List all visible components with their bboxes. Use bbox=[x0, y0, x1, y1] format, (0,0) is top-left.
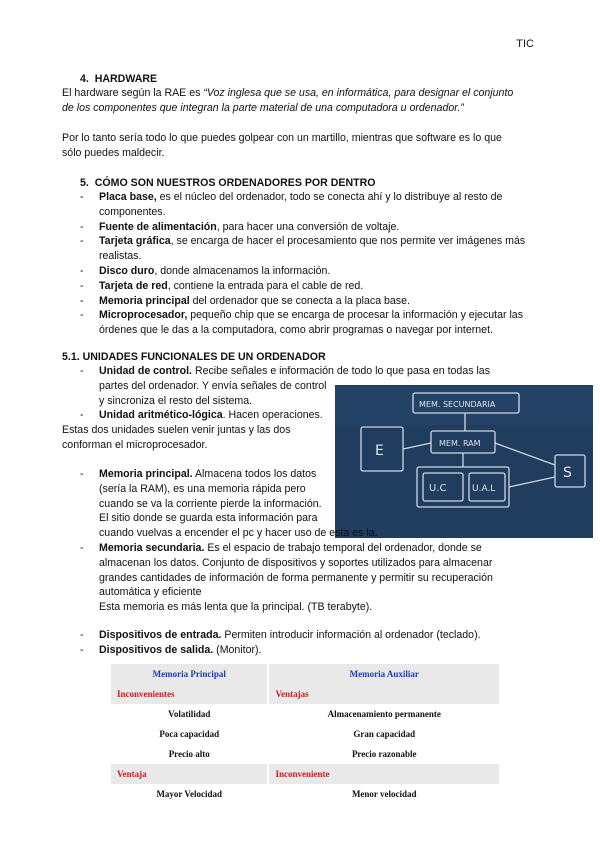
table-header-row bbox=[111, 664, 499, 684]
hardware-definition bbox=[62, 86, 532, 116]
board-label: U.C bbox=[429, 483, 447, 494]
list-item: - Dispositivos de salida. (Monitor). bbox=[80, 643, 540, 658]
list-item: - Memoria principal. Almacena todos los datos (sería la RAM), es una memoria rápida pero cuando se va la corriente pierde la información. El sitio donde se guarda esta información para cuando vuelvas a encender el pc y hacer uso de esta es la. bbox=[80, 467, 540, 541]
list-item: - Microprocesador, pequeño chip que se encarga de procesar la información y ejecutar las órdenes que le das a la computadora, como abrir programas o navegar por internet. bbox=[80, 308, 532, 338]
table-group-cell: Ventajas bbox=[268, 684, 499, 704]
memory-list bbox=[80, 467, 540, 615]
board-label: E bbox=[375, 443, 384, 459]
board-label: MEM. RAM bbox=[439, 439, 481, 448]
list-item: - Disco duro, donde almacenamos la información. bbox=[80, 264, 532, 279]
list-item: - Fuente de alimentación, para hacer una conversión de voltaje. bbox=[80, 220, 532, 235]
list-item: - Memoria principal del ordenador que se conecta a la placa base. bbox=[80, 294, 532, 309]
section-title: CÓMO SON NUESTROS ORDENADORES POR DENTRO bbox=[94, 177, 376, 189]
section-number: 5. bbox=[80, 177, 89, 189]
board-label: U.A.L bbox=[472, 484, 496, 494]
board-label: S bbox=[563, 465, 572, 481]
list-item: - Tarjeta gráfica, se encarga de hacer el procesamiento que nos permite ver imágenes más realistas. bbox=[80, 234, 532, 264]
list-item: - Dispositivos de entrada. Permiten introducir información al ordenador (teclado). bbox=[80, 628, 540, 643]
section-title: HARDWARE bbox=[94, 73, 158, 85]
paragraph-line: sólo puedes maldecir. bbox=[62, 146, 165, 159]
microprocessor-note: Estas dos unidades suelen venir juntas y las dos conforman el microprocesador. bbox=[62, 424, 291, 451]
hardware-joke bbox=[62, 131, 542, 161]
rae-quote: “Voz inglesa que se usa, en informática, para designar el conjunto bbox=[203, 87, 514, 99]
table-cell: Mayor Velocidad bbox=[111, 784, 268, 804]
table-group-cell: Ventaja bbox=[111, 764, 268, 784]
table-cell: Almacenamiento permanente bbox=[268, 704, 499, 724]
table-group-cell: Inconveniente bbox=[268, 764, 499, 784]
table-header-cell: Memoria Auxiliar bbox=[268, 664, 499, 684]
table-group-row bbox=[111, 764, 499, 784]
list-item: - Tarjeta de red, contiene la entrada para el cable de red. bbox=[80, 279, 532, 294]
section-5-heading bbox=[80, 176, 376, 191]
memory-comparison-table bbox=[111, 664, 499, 804]
devices-list bbox=[80, 628, 540, 658]
list-item: - Placa base, es el núcleo del ordenador, todo se conecta ahí y lo distribuye al resto de componentes. bbox=[80, 190, 532, 220]
table-cell: Poca capacidad bbox=[111, 724, 268, 744]
table-cell: Precio razonable bbox=[268, 744, 499, 764]
table-cell: Precio alto bbox=[111, 744, 268, 764]
section-number: 4. bbox=[80, 73, 89, 85]
list-item: - Memoria secundaria. Es el espacio de trabajo temporal del ordenador, donde se almacenan los datos. Conjunto de dispositivos y soportes utilizados para almacenar grandes cantidades de información de forma permanente y permitir su recuperación automática y eficiente Esta memoria es más lenta que la principal. (TB terabyte). bbox=[80, 541, 540, 615]
table-group-cell: Inconvenientes bbox=[111, 684, 268, 704]
table-cell: Volatilidad bbox=[111, 704, 268, 724]
table-row bbox=[111, 724, 499, 744]
table-header-cell: Memoria Principal bbox=[111, 664, 268, 684]
table-row bbox=[111, 784, 499, 804]
table-row bbox=[111, 744, 499, 764]
table-cell: Gran capacidad bbox=[268, 724, 499, 744]
section-5-1-heading: 5.1. UNIDADES FUNCIONALES DE UN ORDENADOR bbox=[62, 351, 326, 363]
table-cell: Menor velocidad bbox=[268, 784, 499, 804]
components-list bbox=[80, 190, 532, 338]
list-item: - Unidad aritmético-lógica. Hacen operaciones. bbox=[80, 408, 540, 423]
intro-text: El hardware según la RAE es bbox=[62, 87, 204, 99]
list-item: - Unidad de control. Recibe señales e información de todo lo que pasa en todas las partes del ordenador. Y envía señales de control y sincroniza el resto del sistema. bbox=[80, 364, 540, 408]
table-row bbox=[111, 704, 499, 724]
board-label: MEM. SECUNDARIA bbox=[419, 400, 496, 409]
paragraph-line: Por lo tanto sería todo lo que puedes golpear con un martillo, mientras que software es lo que bbox=[62, 132, 502, 144]
table-group-row bbox=[111, 684, 499, 704]
section-4-heading bbox=[80, 72, 157, 87]
rae-quote-cont: de los componentes que integran la parte material de una computadora u ordenador.” bbox=[62, 101, 464, 114]
header-tag: TIC bbox=[516, 38, 534, 50]
